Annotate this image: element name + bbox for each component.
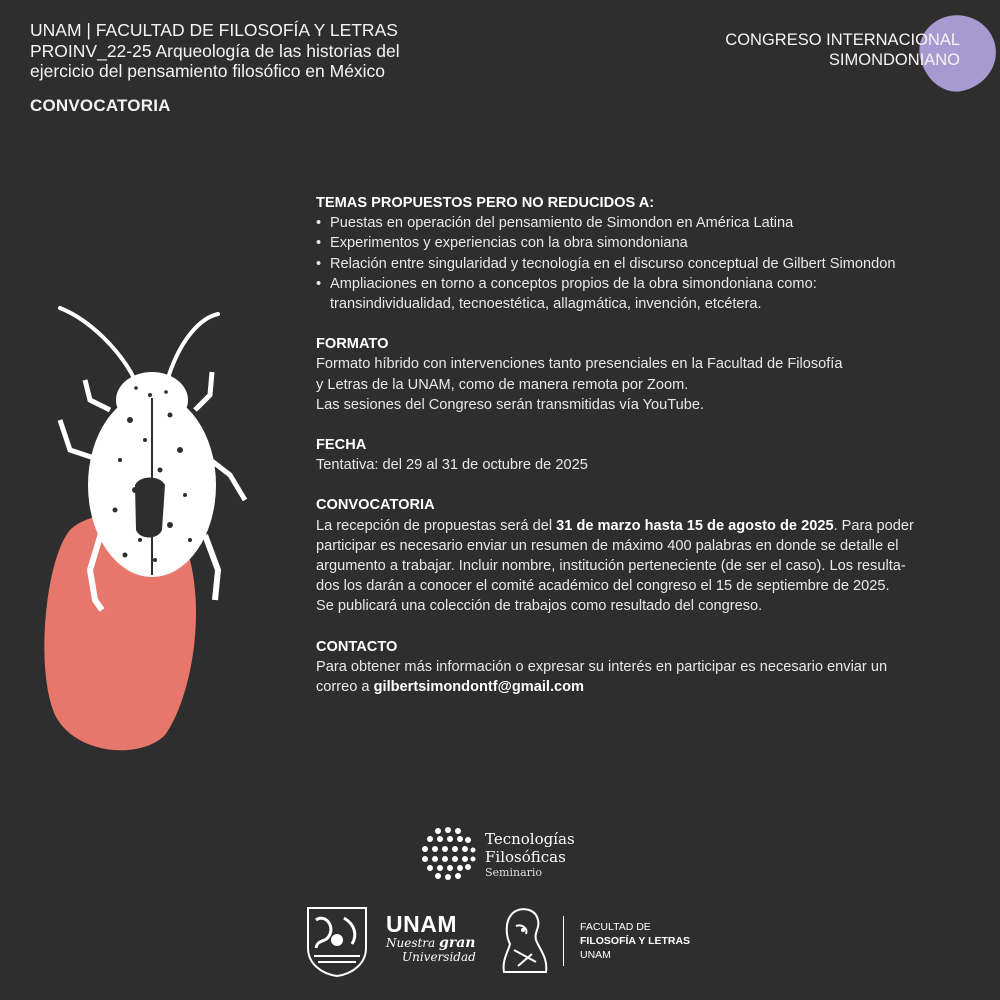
main-content: [316, 193, 956, 717]
contact-email-link[interactable]: gilbertsimondontf@gmail.com: [373, 679, 585, 696]
contacto-title: CONTACTO: [316, 638, 398, 655]
convocatoria-title: CONVOCATORIA: [316, 497, 435, 514]
list-item: • Relación entre singularidad y tecnología en el discurso conceptual de Gilbert Simondon: [316, 254, 956, 274]
list-item: [316, 274, 956, 314]
section-formato: [316, 334, 956, 415]
convocatoria-line: [316, 516, 956, 536]
unam-text: UNAM: [386, 911, 457, 937]
header-project-line1: PROINV_22-25 Arqueología de las historias del: [30, 40, 400, 61]
formato-line: Las sesiones del Congreso serán transmitidas vía YouTube.: [316, 396, 705, 413]
section-fecha: [316, 435, 956, 475]
unam-script: gran: [439, 935, 476, 951]
fecha-text: Tentativa: del 29 al 31 de octubre de 2025: [316, 457, 588, 474]
convocatoria-dates: 31 de marzo hasta 15 de agosto de 2025: [556, 517, 834, 534]
list-item-text: Ampliaciones en torno a conceptos propios de la obra simondoniana como:: [330, 275, 817, 292]
tf-line2: Filosóficas: [485, 848, 566, 866]
dot-grid-icon: [420, 825, 476, 881]
formato-line: y Letras de la UNAM, como de manera remota por Zoom.: [316, 376, 689, 393]
convocatoria-line: Se publicará una colección de trabajos como resultado del congreso.: [316, 598, 763, 615]
section-convocatoria: [316, 495, 956, 616]
formato-title: FORMATO: [316, 336, 389, 353]
ffyl-wordmark: [580, 920, 690, 962]
header-project-line2: ejercicio del pensamiento filosófico en México: [30, 61, 386, 81]
contacto-line: Para obtener más información o expresar su interés en participar es necesario enviar un: [316, 658, 888, 675]
header-convocatoria: CONVOCATORIA: [30, 95, 171, 115]
unam-script: Universidad: [402, 950, 476, 964]
ffyl-line3: UNAM: [580, 949, 611, 961]
contacto-text: correo a: [316, 679, 374, 696]
list-item-continuation: transindividualidad, tecnoestética, allagmática, invención, etcétera.: [330, 296, 762, 313]
tf-line1: Tecnologías: [485, 830, 575, 848]
convocatoria-text: . Para poder: [833, 517, 914, 534]
convocatoria-text: La recepción de propuestas será del: [316, 517, 557, 534]
section-temas: [316, 193, 956, 314]
congreso-line2: SIMONDONIANO: [828, 51, 960, 69]
congreso-line1: CONGRESO INTERNACIONAL: [725, 31, 960, 49]
header: [30, 20, 400, 116]
convocatoria-line: dos los darán a conocer el comité académico del congreso el 15 de septiembre de 2025.: [316, 578, 890, 595]
temas-title: TEMAS PROPUESTOS PERO NO REDUCIDOS A:: [316, 195, 655, 211]
contacto-line: [316, 677, 956, 697]
ffyl-line2: FILOSOFÍA Y LETRAS: [580, 935, 691, 947]
tf-line3: Seminario: [485, 866, 543, 879]
list-item: • Experimentos y experiencias con la obra simondoniana: [316, 233, 956, 253]
formato-line: Formato híbrido con intervenciones tanto presenciales en la Facultad de Filosofía: [316, 356, 843, 373]
congreso-title: [725, 30, 960, 70]
unam-wordmark: [386, 912, 476, 964]
ffyl-line1: FACULTAD DE: [580, 921, 651, 933]
header-institution: UNAM | FACULTAD DE FILOSOFÍA Y LETRAS: [30, 20, 398, 40]
unam-script: Nuestra: [386, 936, 436, 950]
athena-icon: [496, 906, 552, 976]
unam-shield-icon: [304, 904, 370, 978]
fecha-title: FECHA: [316, 437, 367, 454]
list-item: • Puestas en operación del pensamiento de Simondon en América Latina: [316, 213, 956, 233]
beetle-illustration: [40, 300, 260, 760]
convocatoria-line: argumento a trabajar. Incluir nombre, institución perteneciente (de ser el caso). Los resulta-: [316, 558, 906, 575]
logo-divider: [563, 916, 564, 966]
temas-list: [316, 213, 956, 314]
section-contacto: [316, 637, 956, 698]
convocatoria-line: participar es necesario enviar un resumen de máximo 400 palabras en donde se detalle el: [316, 537, 899, 554]
